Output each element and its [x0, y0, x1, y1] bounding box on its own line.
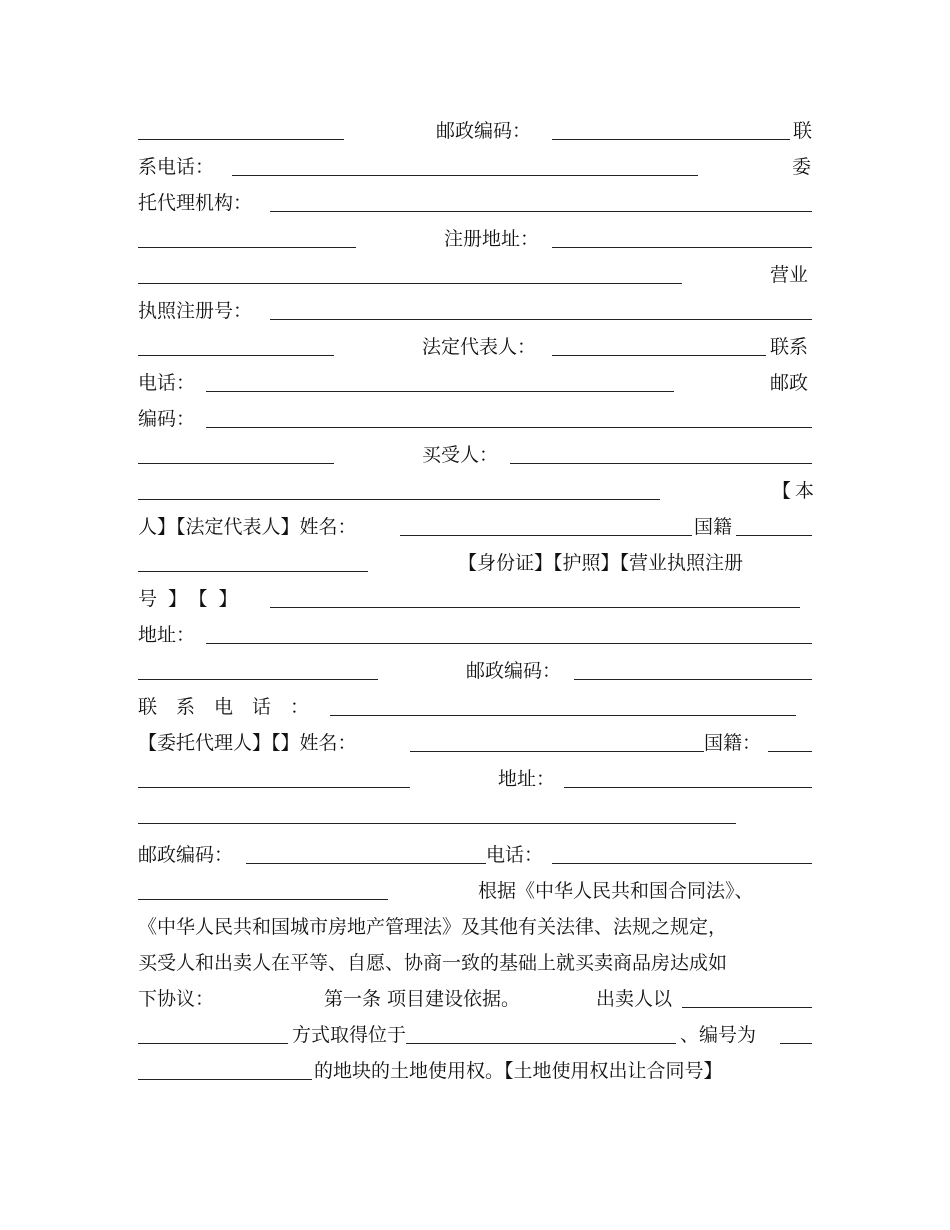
line-19	[138, 761, 812, 797]
agent-org-label: 托代理机构：	[138, 192, 253, 214]
id-type-options: 【身份证】【护照】【营业执照注册	[458, 552, 744, 574]
reg-address-blank-cont[interactable]	[138, 283, 682, 284]
line-8	[138, 365, 812, 401]
nationality-blank[interactable]	[768, 751, 812, 752]
seller-text: 出卖人以	[596, 988, 673, 1010]
address-label: 地址：	[498, 768, 556, 790]
buyer-blank-cont[interactable]	[138, 499, 660, 500]
legal-rep-label: 法定代表人：	[422, 336, 537, 358]
postal-code-blank[interactable]	[206, 427, 812, 428]
line-21	[138, 837, 812, 873]
plot-number-blank[interactable]	[780, 1043, 812, 1044]
postal-code-blank[interactable]	[574, 679, 812, 680]
phone-blank[interactable]	[232, 175, 698, 176]
text-fragment: 邮政	[770, 372, 809, 394]
nationality-label: 国籍：	[704, 732, 762, 754]
line-17	[138, 689, 812, 725]
line-20	[138, 797, 812, 833]
postal-code-blank[interactable]	[246, 863, 486, 864]
buyer-label: 买受人：	[422, 444, 499, 466]
reg-address-label: 注册地址：	[444, 228, 540, 250]
line-11	[138, 473, 819, 509]
license-no-label: 执照注册号：	[138, 300, 253, 322]
id-number-label: 号】【】	[138, 588, 249, 610]
line-10	[138, 437, 812, 473]
line-6	[138, 293, 812, 329]
line-16	[138, 653, 812, 689]
phone-blank-cont[interactable]	[138, 899, 388, 900]
address-blank[interactable]	[564, 787, 812, 788]
line-3	[138, 185, 812, 221]
nationality-label: 国籍	[694, 516, 733, 538]
line-9	[138, 401, 812, 437]
agent-org-blank[interactable]	[270, 211, 812, 212]
line-2	[138, 149, 812, 185]
address-blank-cont[interactable]	[138, 823, 736, 824]
reg-address-blank[interactable]	[552, 247, 812, 248]
agent-org-blank-cont[interactable]	[138, 247, 356, 248]
plot-number-label: 、编号为	[680, 1024, 757, 1046]
location-label: 方式取得位于	[292, 1024, 407, 1046]
line-12	[138, 509, 812, 545]
line-14	[138, 581, 812, 617]
text-fragment: 营业	[770, 264, 809, 286]
nationality-blank[interactable]	[736, 535, 812, 536]
phone-blank[interactable]	[330, 715, 796, 716]
id-number-blank[interactable]	[270, 607, 800, 608]
acquisition-method-blank-cont[interactable]	[138, 1043, 288, 1044]
line-5	[138, 257, 812, 293]
postal-code-label: 邮政编码：	[436, 120, 532, 142]
text-fragment: 联	[793, 120, 813, 142]
address-label: 地址：	[138, 624, 196, 646]
name-label: 【委托代理人】【】姓名：	[138, 732, 357, 754]
name-blank[interactable]	[400, 535, 692, 536]
address-blank[interactable]	[206, 643, 812, 644]
location-blank[interactable]	[406, 1043, 676, 1044]
postal-code-blank[interactable]	[552, 139, 790, 140]
article-one-heading: 第一条 项目建设依据。	[324, 988, 521, 1010]
land-use-text: 的地块的土地使用权。【土地使用权出让合同号】	[314, 1060, 723, 1082]
preamble-text: 《中华人民共和国城市房地产管理法》及其他有关法律、法规之规定，	[138, 916, 728, 938]
text-fragment: 委	[792, 156, 812, 178]
text-fragment: 【本	[772, 480, 819, 502]
line-25	[138, 981, 812, 1017]
license-no-blank[interactable]	[270, 319, 812, 320]
plot-number-blank-cont[interactable]	[138, 1079, 312, 1080]
phone-label: 电话：	[138, 372, 196, 394]
postal-code-blank-cont[interactable]	[138, 463, 334, 464]
line-1	[138, 113, 812, 149]
nationality-blank-cont[interactable]	[138, 787, 410, 788]
preamble-text: 下协议：	[138, 988, 215, 1010]
line-7	[138, 329, 812, 365]
line-13	[138, 545, 812, 581]
line-4	[138, 221, 812, 257]
legal-rep-blank[interactable]	[552, 355, 766, 356]
phone-label: 电话：	[486, 844, 544, 866]
license-no-blank-cont[interactable]	[138, 355, 334, 356]
phone-label: 系电话：	[138, 156, 215, 178]
line-24	[138, 945, 812, 981]
buyer-blank[interactable]	[510, 463, 812, 464]
line-23	[138, 909, 812, 945]
acquisition-method-blank[interactable]	[682, 1007, 812, 1008]
line-22	[138, 873, 812, 909]
phone-label: 联系电话：	[138, 696, 329, 718]
line-27	[138, 1053, 812, 1089]
line-26	[138, 1017, 812, 1053]
postal-code-label: 编码：	[138, 408, 196, 430]
line-15	[138, 617, 812, 653]
name-label: 人】【法定代表人】姓名：	[138, 516, 357, 538]
blank-field[interactable]	[138, 139, 344, 140]
name-blank[interactable]	[410, 751, 704, 752]
address-blank-cont[interactable]	[138, 679, 378, 680]
phone-blank[interactable]	[552, 863, 812, 864]
postal-code-label: 邮政编码：	[138, 844, 234, 866]
phone-blank[interactable]	[206, 391, 674, 392]
postal-code-label: 邮政编码：	[466, 660, 562, 682]
preamble-text: 根据《中华人民共和国合同法》、	[478, 880, 754, 902]
nationality-blank-cont[interactable]	[138, 571, 368, 572]
text-fragment: 联系	[770, 336, 809, 358]
line-18	[138, 725, 812, 761]
preamble-text: 买受人和出卖人在平等、自愿、协商一致的基础上就买卖商品房达成如	[138, 952, 728, 974]
